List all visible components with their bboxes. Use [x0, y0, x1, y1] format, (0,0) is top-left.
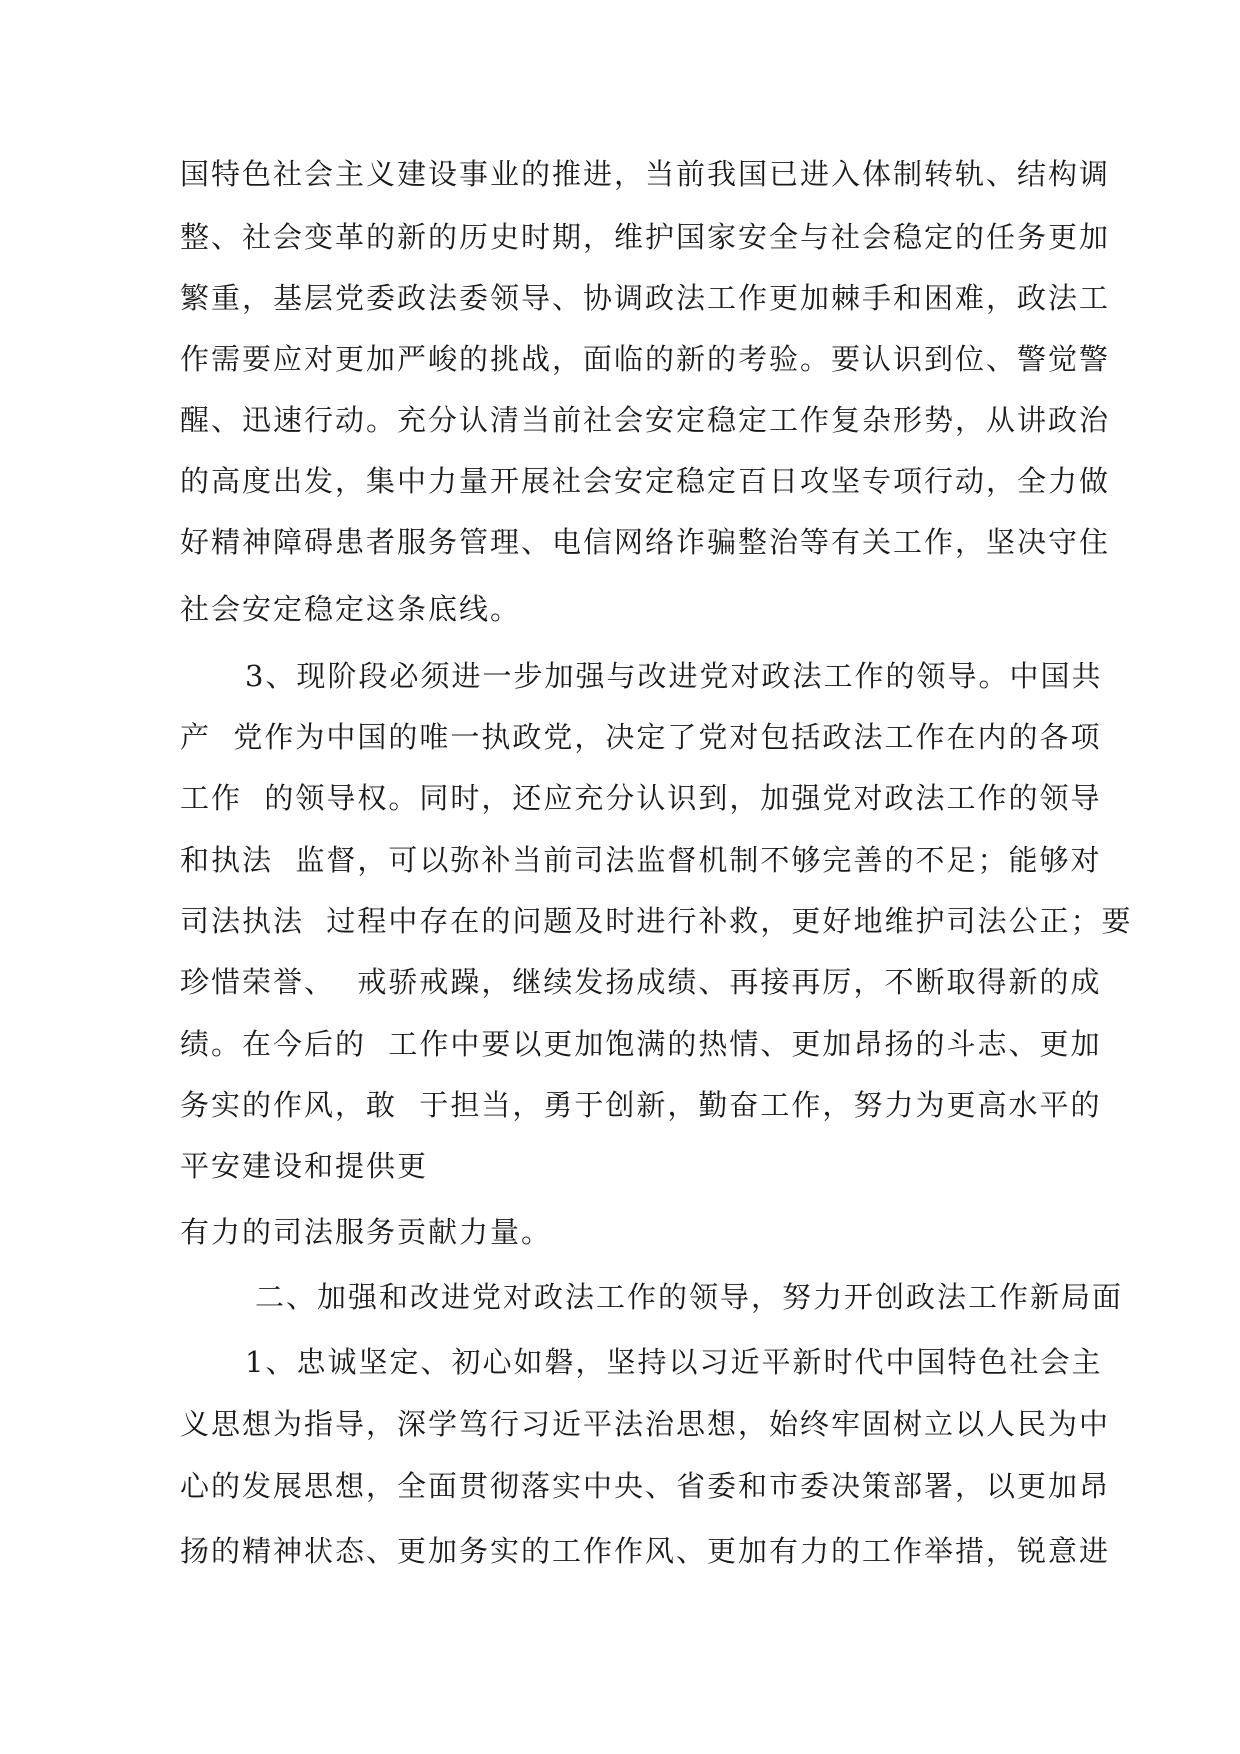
paragraph-line: 整、社会变革的新的历史时期，维护国家安全与社会稳定的任务更加 [180, 220, 1111, 254]
paragraph-line: 3、现阶段必须进一步加强与改进党对政法工作的领导。中国共 [245, 659, 1103, 693]
paragraph-line: 务实的作风，敢 于担当，勇于创新，勤奋工作，努力为更高水平的 [180, 1088, 1102, 1122]
paragraph-line: 义思想为指导，深学笃行习近平法治思想，始终牢固树立以人民为中 [180, 1407, 1111, 1441]
paragraph-line: 工作 的领导权。同时，还应充分认识到，加强党对政法工作的领导 [180, 781, 1102, 815]
paragraph-line: 社会安定稳定这条底线。 [180, 592, 522, 626]
paragraph-line: 和执法 监督，可以弥补当前司法监督机制不够完善的不足；能够对 [180, 843, 1102, 877]
paragraph-line: 心的发展思想，全面贯彻落实中央、省委和市委决策部署，以更加昂 [180, 1469, 1111, 1503]
paragraph-line: 的高度出发，集中力量开展社会安定稳定百日攻坚专项行动，全力做 [180, 464, 1111, 498]
paragraph-line: 国特色社会主义建设事业的推进，当前我国已进入体制转轨、结构调 [180, 157, 1111, 191]
paragraph-line: 珍惜荣誉、 戒骄戒躁，继续发扬成绩、再接再厉，不断取得新的成 [180, 965, 1102, 999]
paragraph-line: 繁重，基层党委政法委领导、协调政法工作更加棘手和困难，政法工 [180, 281, 1111, 315]
paragraph-line: 产 党作为中国的唯一执政党，决定了党对包括政法工作在内的各项 [180, 720, 1102, 754]
paragraph-line: 司法执法 过程中存在的问题及时进行补救，更好地维护司法公正；要 [180, 904, 1133, 938]
paragraph-line: 1、忠诚坚定、初心如磐，坚持以习近平新时代中国特色社会主 [245, 1345, 1103, 1379]
paragraph-line: 扬的精神状态、更加务实的工作作风、更加有力的工作举措，锐意进 [180, 1534, 1111, 1568]
paragraph-line: 作需要应对更加严峻的挑战，面临的新的考验。要认识到位、警觉警 [180, 342, 1111, 376]
section-heading: 二、加强和改进党对政法工作的领导，努力开创政法工作新局面 [255, 1280, 1124, 1314]
paragraph-line: 好精神障碍患者服务管理、电信网络诈骗整治等有关工作，坚决守住 [180, 525, 1111, 559]
paragraph-line: 有力的司法服务贡献力量。 [180, 1215, 553, 1249]
paragraph-line: 平安建设和提供更 [180, 1149, 429, 1183]
paragraph-line: 醒、迅速行动。充分认清当前社会安定稳定工作复杂形势，从讲政治 [180, 403, 1111, 437]
paragraph-line: 绩。在今后的 工作中要以更加饱满的热情、更加昂扬的斗志、更加 [180, 1027, 1102, 1061]
